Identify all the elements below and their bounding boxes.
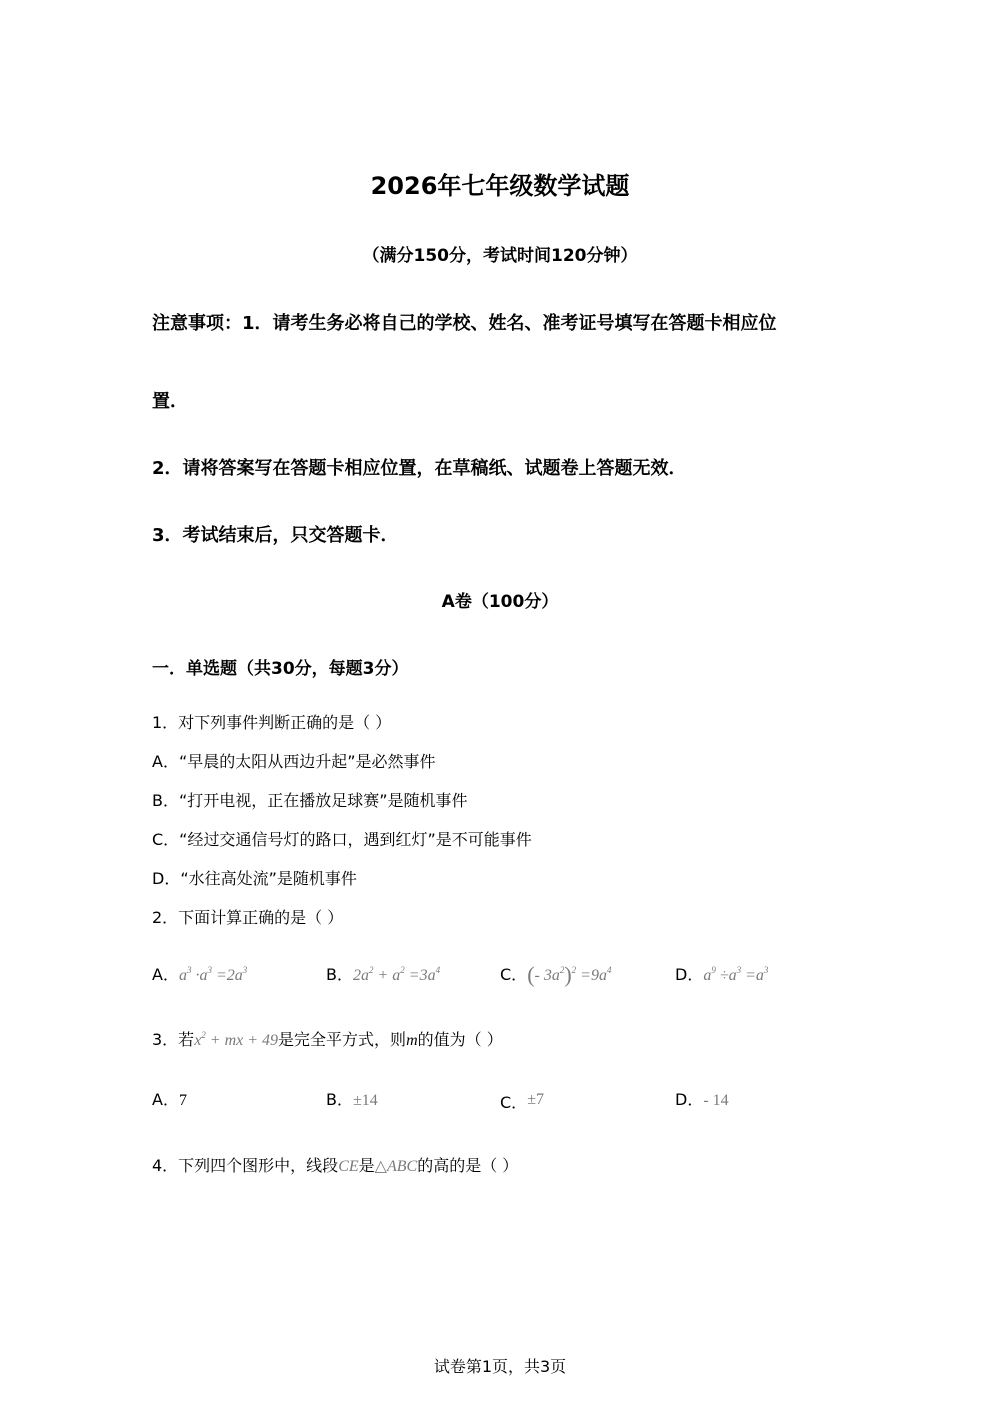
question-2-stem: 2．下面计算正确的是（ ） [152,908,344,927]
notice-line-1-continued: 置． [152,391,188,412]
option-label: C． [500,965,528,984]
question-2-option-c [500,957,611,989]
exam-info: （满分150分，考试时间120分钟） [362,246,638,266]
stem-middle: 是完全平方式，则 [278,1030,407,1049]
question-4-stem [152,1153,518,1180]
page-footer: 试卷第1页，共3页 [433,1357,567,1376]
question-1-option-d: D．“水往高处流”是随机事件 [152,869,357,888]
page-title: 2026年七年级数学试题 [370,172,630,200]
notice-line-1: 注意事项：1．请考生务必将自己的学校、姓名、准考证号填写在答题卡相应位 [152,313,777,334]
formula-b: $2a^2 + a^2 =3a^4$ [352,965,441,984]
section-a-heading: A卷（100分） [441,592,559,612]
option-value: ±14 [352,1092,378,1109]
question-2-option-a [152,957,247,989]
question-2-option-b [326,957,440,989]
question-3-option-b [326,1087,378,1114]
formula-a: $a^3 \cdot a^3 =2a^3$ [178,965,248,984]
question-1-option-b: B．“打开电视，正在播放足球赛”是随机事件 [152,791,468,810]
question-3-option-d [675,1087,729,1114]
question-2-option-d [675,957,768,989]
option-label: A． [152,965,179,984]
notice-line-2: 2．请将答案写在答题卡相应位置，在草稿纸、试题卷上答题无效． [152,458,687,479]
option-label: C． [500,1093,528,1112]
option-value: 7 [178,1092,187,1109]
option-label: B． [326,1090,353,1109]
formula-c: (- $3a^2)^2 =9a^4$ [527,962,612,987]
variable-m: m [406,1032,418,1049]
triangle-abc: △ABC [374,1158,418,1175]
stem-prefix: 4．下列四个图形中，线段 [152,1156,339,1175]
option-label: D． [675,965,704,984]
stem-suffix: 的值为（ ） [417,1030,503,1049]
question-1-option-c: C．“经过交通信号灯的路口，遇到红灯”是不可能事件 [152,830,532,849]
section-one-heading: 一．单选题（共30分，每题3分） [152,659,409,679]
option-label: A． [152,1090,179,1109]
option-value: ±7 [527,1091,544,1108]
stem-prefix: 3．若 [152,1030,195,1049]
notice-line-3: 3．考试结束后，只交答题卡． [152,525,399,546]
question-3-option-c [500,1087,544,1116]
formula-polynomial: $x^2$ + mx + 49 [194,1030,279,1049]
option-label: B． [326,965,353,984]
question-3-stem [152,1022,503,1054]
segment-ce: CE [338,1158,359,1175]
question-1-option-a: A．“早晨的太阳从西边升起”是必然事件 [152,752,436,771]
option-value: - 14 [703,1092,729,1109]
stem-suffix: 的高的是（ ） [417,1156,519,1175]
question-3-option-a [152,1087,187,1114]
stem-middle: 是 [358,1156,375,1175]
option-label: D． [675,1090,704,1109]
question-1-stem: 1．对下列事件判断正确的是（ ） [152,713,392,732]
formula-d: $a^9 \div a^3 =a^3$ [703,965,769,984]
